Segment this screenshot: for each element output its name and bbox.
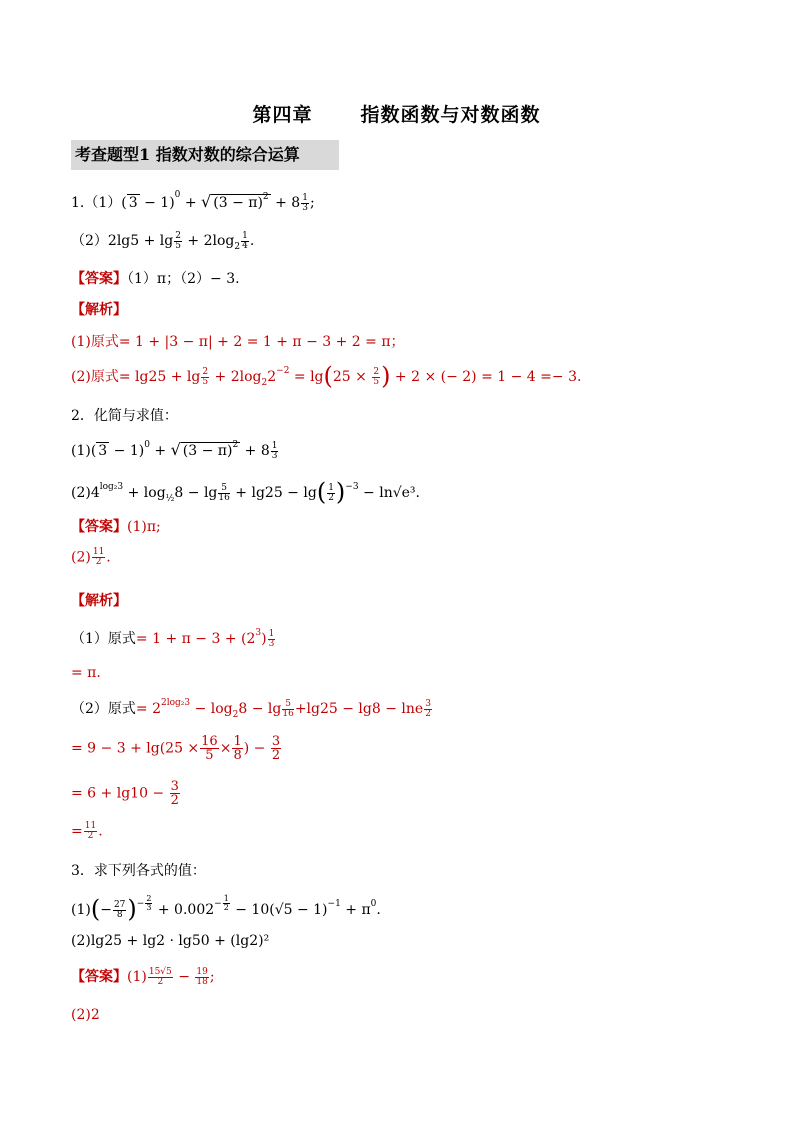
q2-part2-e: − ln√e³. [363,485,420,501]
chapter-number: 第四章 [252,104,313,126]
q2-sol2-step2-c: ) − [243,740,266,757]
q1-solution-1: (1)原式= 1 + |3 − π| + 2 = 1 + π − 3 + 2 = π； [71,334,405,350]
q3-part1-b: + 0.002 [157,902,215,918]
q2-answer-2-num: 11 [92,547,105,557]
q3-answer-line [71,966,215,987]
answer-label: 【答案】 [71,519,127,535]
q2-part2-d: + lg25 − lg [235,485,317,501]
q2-sol2-step2-b: × [219,740,232,757]
answer-label: 【答案】 [71,969,127,985]
page-title [0,100,793,127]
q1-solution-2: (2)原式= lg25 + lg $\frac{2}{5}$ + $2\log_22^{-2} = \lg(25$ × $\frac{2}{5}$ ) + 2 × (− 2) = 1 − 4 =− 3. [71,362,582,390]
q3-part1-c: − 10(√5 − 1) [235,902,328,918]
q2-part2-a: (2)4 [71,485,100,501]
q3-answer-1-prefix: (1) [127,969,147,985]
q3-answer-den1: 2 [157,976,164,987]
q3-part1-d: + π [345,902,371,918]
q3-stem: 3．求下列各式的值： [71,863,206,879]
q2-answer-1: (1)π; [127,519,161,535]
q2-solution-2-step4: = $\frac{11}{2}$ . [71,821,103,841]
q2-solution-2-step2: = 9 − 3 + lg(25 × $\frac{16}{5}$ × $\frac{1}{8}$ ) − $\frac{3}{2}$ [71,734,281,763]
q2-sol2-step2-a: = 9 − 3 + lg(25 × [71,740,200,757]
section-banner [71,140,339,170]
q2-part1: (1)( 3 − 1)$^0$ + √ $(3 - \pi)^2 + 8$ $\frac{1}{3}$ [71,440,278,461]
q3-answer-den2: 18 [196,976,208,987]
q3-part1: (1)(− $\frac{27}{8}$ )$^{- \frac{2}{3}}$ + $0.002^{- \frac{1}{2}}$ − $10(√5 - 1)^{-1} + \pi^0$. [71,894,381,923]
q1-sol2-e: + 2 × (− 2) = 1 − 4 =− 3. [394,369,582,385]
section-label: 考查题型1 指数对数的综合运算 [75,145,300,164]
q1-sol2-b: + 2log [214,369,262,385]
q2-part2-b: + log [127,485,166,501]
q2-sol2-step4: = [71,823,83,840]
q2-solution-2: （2）原式= $2^{2log_23} - \log_28 - \lg$ $\frac{5}{16}$ +lg25 − lg8 − lne $\frac{3}{2}$ [71,698,431,720]
q2-answer-2-prefix: (2) [71,549,91,566]
q2-answer-2-den: 2 [95,557,102,567]
q2-stem: 2．化简与求值： [71,408,178,424]
q2-part2: $(2)4^{log_23} + \log_{\frac{1}{2}}8 - \lg$ $\frac{5}{16}$ + lg25 − lg( $\frac{1}{2}$ )$^{-3}$ − ln√e³. [71,478,420,506]
q2-answer-2: (2) $\frac{11}{2}$ . [71,547,111,567]
q2-solution-2-step3: = 6 + lg10 − $\frac{3}{2}$ [71,779,179,808]
q2-sol2-step3: = 6 + lg10 − [71,785,165,802]
q1-answer-line [71,268,240,288]
q1-part1-prefix: （1） [84,195,122,211]
q3-answer-end: ; [209,969,215,985]
q3-part1-a: (1) [71,902,91,918]
q3-answer-mid: − [178,969,190,985]
q3-answer-2: (2)2 [71,1007,100,1023]
chapter-name: 指数函数与对数函数 [360,104,541,126]
q2-part2-c: 8 − lg [174,485,218,501]
q1-sol2-d: = lg [289,369,324,385]
analysis-label: 【解析】 [71,593,127,609]
q3-answer-num2: 19 [196,966,208,977]
q3-part2: (2)lg25 + lg2 · lg50 + (lg2)² [71,933,270,949]
q1-part2-text: （2）2lg5 + lg [71,233,174,249]
q3-answer-num1: 15√5 [148,966,172,977]
q1-part2: （2）2lg5 + lg $\frac{2}{5}$ + $2\log_2$ $\frac{1}{4}$ . [71,230,255,252]
q1-number: 1. [71,195,85,211]
analysis-label: 【解析】 [71,302,127,318]
q2-answer-line [71,516,161,536]
q2-solution-1-result: = π. [71,665,101,681]
q1-part1: 1.（1）( 3 − 1)$^0$ + √ $(3 - \pi)^2 + 8$ $\frac{1}{3}$ ; [71,190,315,213]
q1-sol2-a: (2)原式= lg25 + lg [71,369,201,385]
answer-label: 【答案】 [71,271,127,287]
q2-solution-1: （1）原式= $1 + \pi - 3 + (2^3)$ $\frac{1}{3}$ [71,628,275,649]
q1-answer: （1）π；（2）− 3. [127,271,240,287]
